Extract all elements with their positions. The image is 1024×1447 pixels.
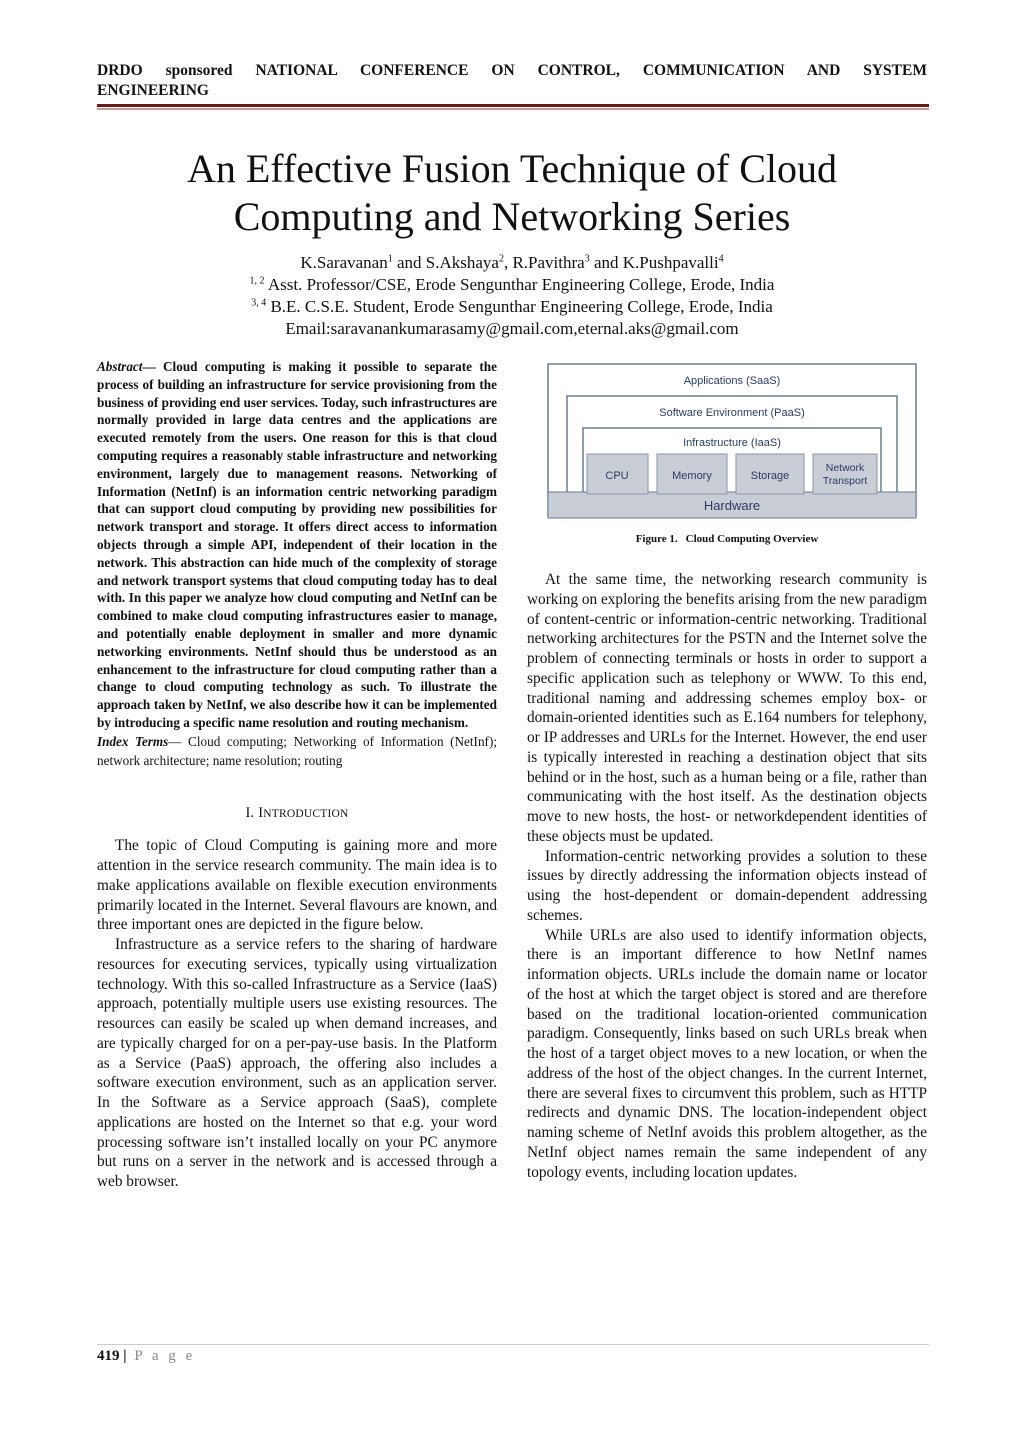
saas-label: Applications (SaaS) xyxy=(683,375,781,387)
affiliation-1-sup: 1, 2 xyxy=(249,275,265,287)
abstract xyxy=(97,358,497,732)
header-rule-shadow xyxy=(97,108,929,110)
page-word: P a g e xyxy=(134,1348,196,1364)
title-line-1: An Effective Fusion Technique of Cloud xyxy=(186,146,838,191)
affiliation-1 xyxy=(97,274,927,296)
affiliation-2-sup: 3, 4 xyxy=(251,297,267,309)
section-number: I. xyxy=(245,804,259,821)
affiliation-2 xyxy=(97,296,927,318)
section-heading-introduction xyxy=(97,804,497,825)
paragraph: Infrastructure as a service refers to the sharing of hardware resources for executing services, typically using virtualization technology. With this so-called Infrastructure as a Service (IaaS) approach, potentially multiple users use existing resources. The resources can easily be scaled up when demand increases, and are typically charged for on a per-pay-use basis. In the Platform as a Service (PaaS) approach, the offering also includes a software execution environment, such as an application server. In the Software as a Service approach (SaaS), complete applications are hosted on the Internet so that e.g. your word processing software isn’t installed locally on your PC anymore but runs on a server in the network and is accessed through a web browser. xyxy=(97,936,497,1191)
cpu-label: CPU xyxy=(605,470,629,482)
author-4: and K.Pushpavalli xyxy=(589,253,719,272)
cloud-computing-figure xyxy=(547,362,917,522)
footer-rule xyxy=(97,1344,929,1345)
abstract-dash: — xyxy=(142,359,164,374)
paragraph: Information-centric networking provides a solution to these issues by directly addressing the information objects instead of using the host-dependent or domain-dependent addressing schemes. xyxy=(527,847,927,924)
section-title-initial: I xyxy=(258,804,264,821)
index-terms-lead: Index Terms xyxy=(97,733,169,749)
index-terms xyxy=(97,732,497,770)
author-2-sup: 2 xyxy=(498,253,504,265)
index-terms-text: Cloud computing; Networking of Information (NetInf); network architecture; name resolution; routing xyxy=(97,733,497,768)
paragraph: The topic of Cloud Computing is gaining more and more attention in the service research community. The main idea is to make applications available on flexible execution environments primarily located in the Internet. Several flavours are known, and three important ones are depicted in the figure below. xyxy=(97,837,497,934)
memory-label: Memory xyxy=(672,470,712,482)
author-4-sup: 4 xyxy=(718,253,724,265)
hardware-label: Hardware xyxy=(703,498,761,513)
abstract-lead: Abstract xyxy=(97,359,143,374)
network-label-2: Transport xyxy=(822,475,868,487)
figure-caption-label: Figure 1. xyxy=(635,533,678,545)
author-1: K.Saravanan xyxy=(300,253,388,272)
right-column xyxy=(527,570,927,1182)
author-2: and S.Akshaya xyxy=(392,253,499,272)
author-3-sup: 3 xyxy=(584,253,590,265)
figure-caption-text: Cloud Computing Overview xyxy=(685,533,819,545)
figure-caption xyxy=(527,533,927,545)
iaas-label: Infrastructure (IaaS) xyxy=(683,437,781,449)
section-title-rest: NTRODUCTION xyxy=(263,807,349,820)
header-line-1: DRDO sponsored NATIONAL CONFERENCE ON CONTROL, COMMUNICATION AND SYSTEM xyxy=(97,62,927,79)
paper-title xyxy=(97,145,927,241)
header-rule xyxy=(97,104,929,107)
author-block xyxy=(97,252,927,340)
paas-label: Software Environment (PaaS) xyxy=(659,407,805,419)
footer-separator: | xyxy=(119,1348,131,1364)
email-line: Email:saravanankumarasamy@gmail.com,eternal.aks@gmail.com xyxy=(285,319,739,338)
storage-label: Storage xyxy=(750,470,790,482)
abstract-text: Cloud computing is making it possible to separate the process of building an infrastructure for service provisioning from the business of providing end user services. Today, such infrastructures are normally provided in large data centres and the applications are executed remotely from the users. One reason for this is that cloud computing requires a reasonably stable infrastructure and networking environment, largely due to management reasons. Networking of Information (NetInf) is an information centric networking paradigm that can support cloud computing by providing new possibilities for network transport and storage. It offers direct access to information objects through a simple API, independent of their location in the network. This abstraction can hide much of the complexity of storage and network transport systems that cloud computing today has to deal with. In this paper we analyze how cloud computing and NetInf can be combined to make cloud computing infrastructures easier to manage, and potentially enable deployment in smaller and more dynamic networking environments. NetInf should thus be understood as an enhancement to the infrastructure for cloud computing rather than a change to cloud computing technology as such. To illustrate the approach taken by NetInf, we also describe how it can be implemented by introducing a specific name resolution and routing mechanism. xyxy=(97,359,497,730)
author-1-sup: 1 xyxy=(387,253,393,265)
affiliation-1-text: Asst. Professor/CSE, Erode Sengunthar Engineering College, Erode, India xyxy=(264,275,775,294)
header-line-2: ENGINEERING xyxy=(97,82,209,99)
affiliation-2-text: B.E. C.S.E. Student, Erode Sengunthar Engineering College, Erode, India xyxy=(266,297,773,316)
paragraph: At the same time, the networking research community is working on exploring the benefits arising from the new paradigm of content-centric or information-centric networking. Traditional networking architectures for the PSTN and the Internet solve the problem of connecting terminals or hosts in order to support a specific application such as telephony or WWW. To this end, traditional naming and addressing schemes employ box- or domain-oriented identities such as E.164 numbers for telephony, or IP addresses and URLs for the Internet. However, the end user is typically interested in reaching a destination object that sits behind or in the host, such as a human being or a file, rather than communicating with the host itself. As the destination objects move to new hosts, the host- or networkdependent identities of these objects must be updated. xyxy=(527,571,927,845)
author-3: , R.Pavithra xyxy=(503,253,585,272)
running-header xyxy=(97,61,927,101)
index-terms-dash: — xyxy=(168,733,189,749)
page-footer xyxy=(97,1348,195,1365)
title-line-2: Computing and Networking Series xyxy=(233,194,791,239)
author-names xyxy=(97,252,927,274)
paragraph: While URLs are also used to identify information objects, there is an important difference to how NetInf names information objects. URLs include the domain name or locator of the host at which the target object is stored and are therefore based on the traditional location-oriented communication paradigm. Consequently, links based on such URLs break when the host of a target object moves to a new location, or when the address of the host of the object changes. In the current Internet, there are several fixes to circumvent this problem, such as HTTP redirects and dynamic DNS. The location-independent object naming scheme of NetInf avoids this problem altogether, as the NetInf object names remain the same independent of any topology events, including location updates. xyxy=(527,926,927,1181)
page-number: 419 xyxy=(97,1348,120,1364)
network-label-1: Network xyxy=(825,462,865,474)
left-column xyxy=(97,358,497,1192)
network-box xyxy=(813,454,877,494)
